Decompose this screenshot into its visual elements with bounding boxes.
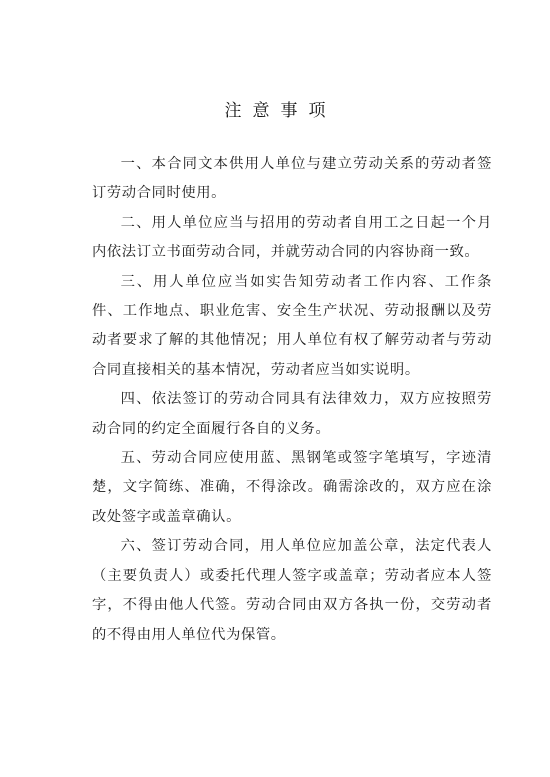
notice-paragraph-2: 二、用人单位应当与招用的劳动者自用工之日起一个月内依法订立书面劳动合同，并就劳动合同的内容协商一致。 [92, 214, 492, 261]
notice-paragraph-1: 一、本合同文本供用人单位与建立劳动关系的劳动者签订劳动合同时使用。 [92, 156, 492, 202]
page-title: 注意事项 [224, 101, 337, 121]
notice-paragraph-4: 四、依法签订的劳动合同具有法律效力，双方应按照劳动合同的约定全面履行各自的义务。 [92, 391, 492, 437]
notice-body [92, 150, 492, 650]
notice-paragraph-6: 六、签订劳动合同，用人单位应加盖公章，法定代表人（主要负责人）或委托代理人签字或盖章；劳动者应本人签字，不得由他人代签。劳动合同由双方各执一份，交劳动者的不得由用人单位代为保管。 [92, 538, 492, 643]
notice-paragraph-3: 三、用人单位应当如实告知劳动者工作内容、工作条件、工作地点、职业危害、安全生产状况、劳动报酬以及劳动者要求了解的其他情况；用人单位有权了解劳动者与劳动合同直接相关的基本情况，劳动者应当如实说明。 [92, 273, 492, 378]
notice-paragraph-5: 五、劳动合同应使用蓝、黑钢笔或签字笔填写，字迹清楚，文字简练、准确，不得涂改。确需涂改的，双方应在涂改处签字或盖章确认。 [92, 450, 492, 525]
